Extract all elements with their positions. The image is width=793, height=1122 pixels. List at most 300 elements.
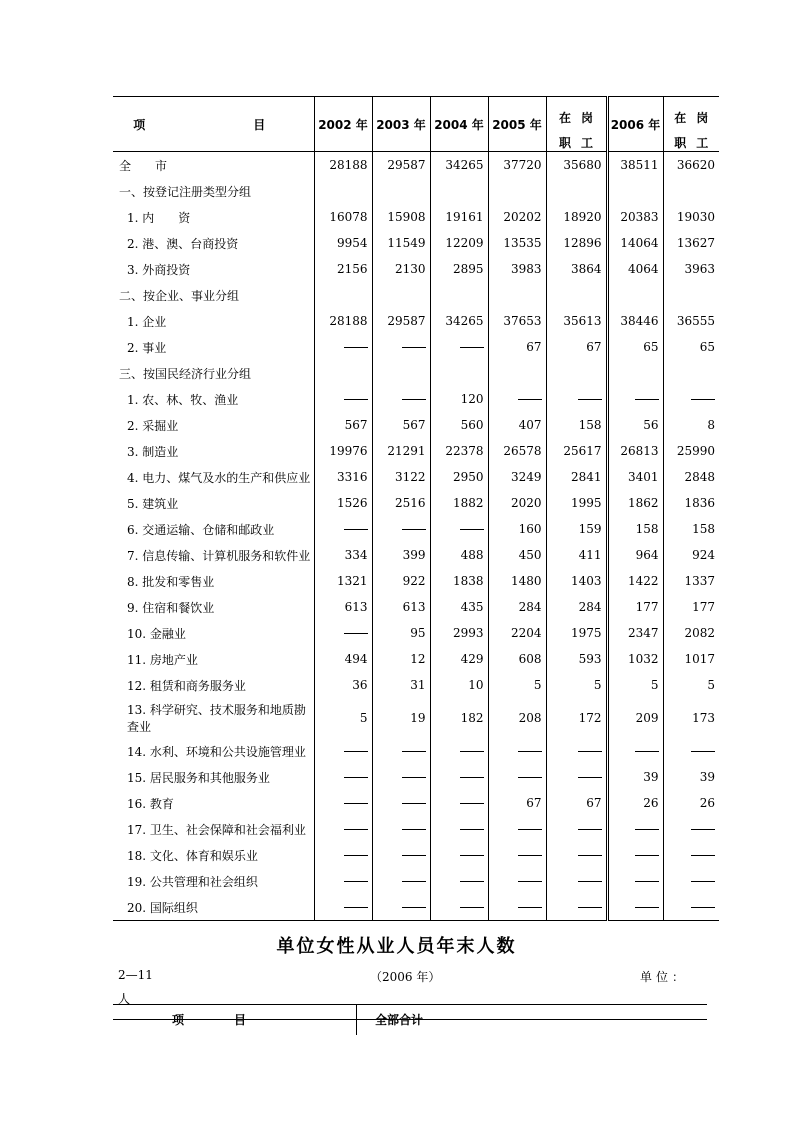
- cell-value: 25990: [676, 444, 715, 458]
- cell-value: [663, 386, 719, 412]
- cell-value: 2130: [372, 256, 430, 282]
- header-rule: [113, 1019, 707, 1020]
- cell-value: 25617: [546, 438, 607, 464]
- table-row: [113, 438, 719, 464]
- cell-value: 67: [546, 334, 607, 360]
- cell-value: 65: [699, 340, 715, 354]
- cell-value: 36620: [676, 158, 715, 172]
- cell-value: 1975: [546, 620, 607, 646]
- cell-value: 407: [488, 412, 546, 438]
- cell-value: 160: [488, 516, 546, 542]
- cell-value: 8: [707, 418, 715, 432]
- row-label: 一、按登记注册类型分组: [113, 178, 314, 204]
- cell-value: 11549: [372, 230, 430, 256]
- cell-value: 35613: [546, 308, 607, 334]
- cell-value: 39: [699, 770, 715, 784]
- dash-mark: [460, 803, 484, 804]
- cell-value: 12: [372, 646, 430, 672]
- cell-value: 2204: [488, 620, 546, 646]
- table-row: [113, 790, 719, 816]
- row-label: 14. 水利、环境和公共设施管理业: [113, 738, 314, 764]
- cell-value: 5: [707, 678, 715, 692]
- row-label: 2. 采掘业: [113, 412, 314, 438]
- row-label: 7. 信息传输、计算机服务和软件业: [113, 542, 314, 568]
- cell-value: 9954: [314, 230, 372, 256]
- cell-value: [372, 282, 430, 308]
- cell-value: 2082: [684, 626, 715, 640]
- cell-value: [546, 282, 607, 308]
- cell-value: 39: [607, 764, 663, 790]
- dash-mark: [635, 907, 659, 908]
- cell-value: 2993: [430, 620, 488, 646]
- dash-mark: [460, 829, 484, 830]
- table-row: [113, 672, 719, 698]
- cell-value: 19161: [430, 204, 488, 230]
- row-label: 19. 公共管理和社会组织: [113, 868, 314, 894]
- cell-value: 2347: [607, 620, 663, 646]
- cell-value: 158: [546, 412, 607, 438]
- cell-value: [546, 386, 607, 412]
- cell-value: 12896: [546, 230, 607, 256]
- second-header-total: 全部合计: [375, 1013, 424, 1027]
- table-row: [113, 646, 719, 672]
- row-label: 18. 文化、体育和娱乐业: [113, 842, 314, 868]
- cell-value: 560: [430, 412, 488, 438]
- section-title: 单位女性从业人员年末人数: [276, 936, 517, 957]
- cell-value: [488, 360, 546, 386]
- cell-value: 1403: [546, 568, 607, 594]
- table-row: [113, 334, 719, 360]
- cell-value: [607, 386, 663, 412]
- cell-value: 19030: [676, 210, 715, 224]
- cell-value: 3983: [488, 256, 546, 282]
- cell-value: [314, 282, 372, 308]
- row-label: 16. 教育: [113, 790, 314, 816]
- dash-mark: [344, 803, 368, 804]
- dash-mark: [402, 751, 426, 752]
- cell-value: 334: [314, 542, 372, 568]
- cell-value: 13535: [488, 230, 546, 256]
- cell-value: 1032: [607, 646, 663, 672]
- dash-mark: [344, 633, 368, 634]
- header-onpost2-top: 在岗: [674, 111, 719, 125]
- dash-mark: [518, 881, 542, 882]
- cell-value: [607, 178, 663, 204]
- cell-value: 411: [546, 542, 607, 568]
- cell-value: [314, 816, 372, 842]
- cell-value: 494: [314, 646, 372, 672]
- row-label: 全 市: [113, 152, 314, 179]
- cell-value: [430, 868, 488, 894]
- cell-value: 3963: [684, 262, 715, 276]
- cell-value: 10: [430, 672, 488, 698]
- table-row: [113, 360, 719, 386]
- cell-value: 4064: [607, 256, 663, 282]
- table-row: [113, 738, 719, 764]
- cell-value: [663, 360, 719, 386]
- cell-value: 20202: [488, 204, 546, 230]
- dash-mark: [635, 751, 659, 752]
- cell-value: [607, 868, 663, 894]
- cell-value: [314, 868, 372, 894]
- cell-value: 1422: [607, 568, 663, 594]
- cell-value: 35680: [546, 152, 607, 179]
- cell-value: 567: [314, 412, 372, 438]
- cell-value: 26813: [607, 438, 663, 464]
- header-onpost2-bot: 职工: [674, 136, 719, 150]
- header-onpost-bot: 职工: [558, 136, 603, 150]
- dash-mark: [460, 855, 484, 856]
- row-label: 20. 国际组织: [113, 894, 314, 921]
- cell-value: 2841: [546, 464, 607, 490]
- cell-value: [546, 738, 607, 764]
- row-label: 12. 租赁和商务服务业: [113, 672, 314, 698]
- header-2005: 2005 年: [488, 97, 546, 152]
- cell-value: 2156: [314, 256, 372, 282]
- dash-mark: [518, 855, 542, 856]
- header-item: 项 目: [113, 97, 314, 152]
- cell-value: [430, 738, 488, 764]
- unit-label: 单位：: [640, 970, 689, 984]
- cell-value: 34265: [430, 308, 488, 334]
- cell-value: 37653: [488, 308, 546, 334]
- cell-value: [663, 842, 719, 868]
- cell-value: [372, 178, 430, 204]
- cell-value: 12209: [430, 230, 488, 256]
- row-label: 1. 农、林、牧、渔业: [113, 386, 314, 412]
- table-row: [113, 386, 719, 412]
- cell-value: [314, 842, 372, 868]
- dash-mark: [578, 777, 602, 778]
- cell-value: [314, 894, 372, 921]
- cell-value: [372, 868, 430, 894]
- cell-value: 399: [372, 542, 430, 568]
- cell-value: 28188: [314, 152, 372, 179]
- dash-mark: [578, 881, 602, 882]
- dash-mark: [518, 829, 542, 830]
- table-code: 2—11: [118, 968, 153, 982]
- cell-value: [314, 790, 372, 816]
- cell-value: 26578: [488, 438, 546, 464]
- row-label: 17. 卫生、社会保障和社会福利业: [113, 816, 314, 842]
- row-label: 1. 企业: [113, 308, 314, 334]
- cell-value: 2950: [430, 464, 488, 490]
- cell-value: 5: [488, 672, 546, 698]
- dash-mark: [460, 347, 484, 348]
- cell-value: 19: [372, 698, 430, 738]
- dash-mark: [518, 777, 542, 778]
- cell-value: 1017: [684, 652, 715, 666]
- cell-value: [430, 360, 488, 386]
- dash-mark: [344, 907, 368, 908]
- cell-value: [546, 764, 607, 790]
- cell-value: 67: [546, 790, 607, 816]
- header-2002: 2002 年: [314, 97, 372, 152]
- dash-mark: [402, 803, 426, 804]
- cell-value: [372, 386, 430, 412]
- row-label: 6. 交通运输、仓储和邮政业: [113, 516, 314, 542]
- cell-value: [607, 282, 663, 308]
- dash-mark: [578, 907, 602, 908]
- dash-mark: [578, 399, 602, 400]
- cell-value: [314, 178, 372, 204]
- dash-mark: [635, 855, 659, 856]
- cell-value: 29587: [372, 152, 430, 179]
- cell-value: 67: [488, 334, 546, 360]
- cell-value: 26: [607, 790, 663, 816]
- table-row: [113, 816, 719, 842]
- cell-value: [430, 894, 488, 921]
- dash-mark: [691, 855, 715, 856]
- cell-value: [488, 282, 546, 308]
- cell-value: 18920: [546, 204, 607, 230]
- row-label: 2. 港、澳、台商投资: [113, 230, 314, 256]
- cell-value: 67: [488, 790, 546, 816]
- cell-value: 1836: [684, 496, 715, 510]
- cell-value: 56: [607, 412, 663, 438]
- row-label: 13. 科学研究、技术服务和地质勘查业: [113, 698, 314, 738]
- cell-value: [546, 894, 607, 921]
- cell-value: 284: [546, 594, 607, 620]
- table-row: [113, 178, 719, 204]
- cell-value: 20383: [607, 204, 663, 230]
- dash-mark: [578, 855, 602, 856]
- cell-value: [430, 764, 488, 790]
- cell-value: 435: [430, 594, 488, 620]
- dash-mark: [344, 777, 368, 778]
- cell-value: 172: [546, 698, 607, 738]
- cell-value: 65: [607, 334, 663, 360]
- row-label: 11. 房地产业: [113, 646, 314, 672]
- cell-value: [488, 764, 546, 790]
- cell-value: [663, 894, 719, 921]
- table-row: [113, 412, 719, 438]
- cell-value: [607, 842, 663, 868]
- unit-value: 人: [118, 992, 131, 1006]
- cell-value: [430, 516, 488, 542]
- cell-value: [314, 764, 372, 790]
- row-label: 5. 建筑业: [113, 490, 314, 516]
- cell-value: 37720: [488, 152, 546, 179]
- cell-value: [314, 620, 372, 646]
- table-row: [113, 282, 719, 308]
- cell-value: [488, 894, 546, 921]
- dash-mark: [460, 777, 484, 778]
- cell-value: 36555: [676, 314, 715, 328]
- row-label: 二、按企业、事业分组: [113, 282, 314, 308]
- row-label: 15. 居民服务和其他服务业: [113, 764, 314, 790]
- dash-mark: [578, 751, 602, 752]
- dash-mark: [691, 881, 715, 882]
- dash-mark: [518, 751, 542, 752]
- table-row: [113, 764, 719, 790]
- dash-mark: [402, 829, 426, 830]
- cell-value: 567: [372, 412, 430, 438]
- row-label: 1. 内 资: [113, 204, 314, 230]
- table-row: [113, 894, 719, 921]
- cell-value: 2848: [684, 470, 715, 484]
- cell-value: [607, 360, 663, 386]
- cell-value: [430, 282, 488, 308]
- table-year: （2006 年）: [370, 970, 441, 984]
- cell-value: 16078: [314, 204, 372, 230]
- dash-mark: [691, 829, 715, 830]
- cell-value: [430, 842, 488, 868]
- cell-value: [372, 790, 430, 816]
- cell-value: 1882: [430, 490, 488, 516]
- cell-value: 1838: [430, 568, 488, 594]
- cell-value: 34265: [430, 152, 488, 179]
- cell-value: 613: [372, 594, 430, 620]
- cell-value: 209: [607, 698, 663, 738]
- cell-value: [488, 178, 546, 204]
- cell-value: 13627: [676, 236, 715, 250]
- cell-value: 158: [692, 522, 715, 536]
- cell-value: 3864: [546, 256, 607, 282]
- cell-value: [430, 790, 488, 816]
- cell-value: [607, 816, 663, 842]
- cell-value: [372, 842, 430, 868]
- cell-value: [488, 738, 546, 764]
- dash-mark: [402, 529, 426, 530]
- dash-mark: [402, 399, 426, 400]
- table-row: [113, 868, 719, 894]
- table-row: [113, 620, 719, 646]
- cell-value: [546, 868, 607, 894]
- dash-mark: [460, 881, 484, 882]
- cell-value: 21291: [372, 438, 430, 464]
- cell-value: 173: [692, 711, 715, 725]
- cell-value: 429: [430, 646, 488, 672]
- table-row: [113, 698, 719, 738]
- table-body: [113, 152, 719, 921]
- cell-value: 26: [699, 796, 715, 810]
- cell-value: 120: [430, 386, 488, 412]
- table-row: [113, 594, 719, 620]
- row-label: 4. 电力、煤气及水的生产和供应业: [113, 464, 314, 490]
- dash-mark: [691, 399, 715, 400]
- table-row: [113, 152, 719, 179]
- cell-value: [488, 868, 546, 894]
- cell-value: 22378: [430, 438, 488, 464]
- cell-value: 1321: [314, 568, 372, 594]
- cell-value: [372, 516, 430, 542]
- employment-table: [113, 96, 719, 921]
- dash-mark: [402, 855, 426, 856]
- column-divider: [356, 1005, 357, 1035]
- cell-value: 159: [546, 516, 607, 542]
- dash-mark: [344, 751, 368, 752]
- cell-value: 208: [488, 698, 546, 738]
- dash-mark: [402, 881, 426, 882]
- cell-value: [372, 816, 430, 842]
- cell-value: [430, 816, 488, 842]
- row-label: 10. 金融业: [113, 620, 314, 646]
- dash-mark: [691, 907, 715, 908]
- dash-mark: [635, 881, 659, 882]
- dash-mark: [460, 907, 484, 908]
- cell-value: [546, 360, 607, 386]
- dash-mark: [635, 829, 659, 830]
- cell-value: 38446: [607, 308, 663, 334]
- dash-mark: [402, 907, 426, 908]
- cell-value: [607, 738, 663, 764]
- cell-value: 29587: [372, 308, 430, 334]
- cell-value: [546, 178, 607, 204]
- cell-value: 182: [430, 698, 488, 738]
- cell-value: 158: [607, 516, 663, 542]
- cell-value: 28188: [314, 308, 372, 334]
- cell-value: [314, 516, 372, 542]
- cell-value: 1526: [314, 490, 372, 516]
- cell-value: [430, 334, 488, 360]
- cell-value: 5: [546, 672, 607, 698]
- row-label: 2. 事业: [113, 334, 314, 360]
- table-row: [113, 204, 719, 230]
- row-label: 3. 制造业: [113, 438, 314, 464]
- cell-value: [663, 738, 719, 764]
- row-label: 8. 批发和零售业: [113, 568, 314, 594]
- cell-value: 177: [607, 594, 663, 620]
- dash-mark: [518, 399, 542, 400]
- cell-value: [546, 842, 607, 868]
- cell-value: 3401: [607, 464, 663, 490]
- cell-value: 177: [692, 600, 715, 614]
- dash-mark: [344, 829, 368, 830]
- row-label: 3. 外商投资: [113, 256, 314, 282]
- table-header-row: [113, 97, 719, 152]
- cell-value: 924: [692, 548, 715, 562]
- cell-value: 2895: [430, 256, 488, 282]
- cell-value: 613: [314, 594, 372, 620]
- table-row: [113, 542, 719, 568]
- cell-value: 95: [372, 620, 430, 646]
- cell-value: 15908: [372, 204, 430, 230]
- cell-value: [663, 282, 719, 308]
- cell-value: [663, 816, 719, 842]
- cell-value: [372, 738, 430, 764]
- second-header-item: 项目: [171, 1013, 296, 1027]
- header-onpost-top: 在岗: [558, 111, 603, 125]
- dash-mark: [578, 829, 602, 830]
- cell-value: 3249: [488, 464, 546, 490]
- cell-value: 1337: [684, 574, 715, 588]
- table-row: [113, 842, 719, 868]
- table-row: [113, 308, 719, 334]
- header-2004: 2004 年: [430, 97, 488, 152]
- dash-mark: [344, 855, 368, 856]
- cell-value: [314, 360, 372, 386]
- cell-value: 38511: [607, 152, 663, 179]
- cell-value: [314, 334, 372, 360]
- cell-value: [546, 816, 607, 842]
- header-onpost-2006: [663, 97, 719, 152]
- header-2003: 2003 年: [372, 97, 430, 152]
- header-2006: 2006 年: [607, 97, 663, 152]
- cell-value: 964: [607, 542, 663, 568]
- cell-value: 3316: [314, 464, 372, 490]
- dash-mark: [344, 881, 368, 882]
- cell-value: 608: [488, 646, 546, 672]
- dash-mark: [344, 399, 368, 400]
- cell-value: [663, 178, 719, 204]
- cell-value: 36: [314, 672, 372, 698]
- cell-value: [372, 360, 430, 386]
- table-row: [113, 256, 719, 282]
- cell-value: 1862: [607, 490, 663, 516]
- cell-value: 5: [607, 672, 663, 698]
- cell-value: 1995: [546, 490, 607, 516]
